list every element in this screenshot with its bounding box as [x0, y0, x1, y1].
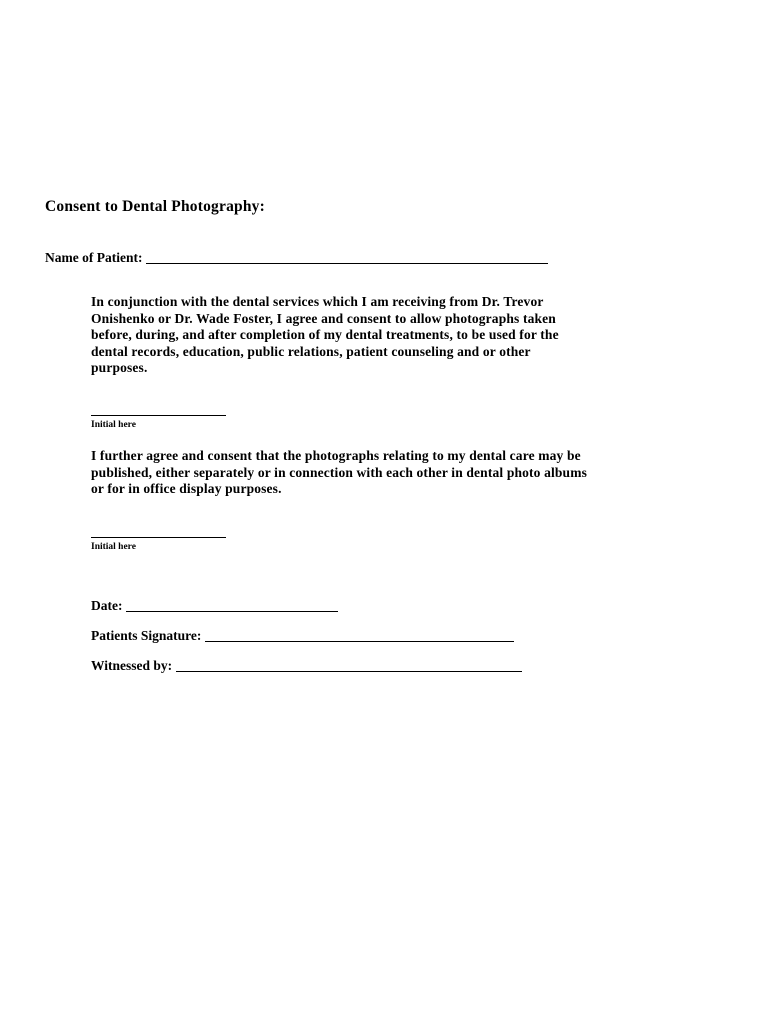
- initial-label-2: Initial here: [91, 542, 136, 552]
- witness-label: Witnessed by:: [91, 658, 173, 673]
- signature-row: [91, 628, 514, 644]
- initial-block-2: [91, 537, 226, 552]
- date-label: Date:: [91, 598, 123, 613]
- paragraph-line: I further agree and consent that the photographs relating to my dental care may be: [91, 448, 581, 463]
- paragraph-line: In conjunction with the dental services which I am receiving from Dr. Trevor: [91, 294, 544, 309]
- signature-label: Patients Signature:: [91, 628, 202, 643]
- initial-field-1[interactable]: [91, 415, 226, 416]
- patient-name-label: Name of Patient:: [45, 250, 143, 265]
- initial-field-2[interactable]: [91, 537, 226, 538]
- witness-field[interactable]: [176, 659, 522, 672]
- patient-name-field[interactable]: [146, 251, 548, 264]
- paragraph-line: dental records, education, public relations, patient counseling and or other: [91, 343, 531, 359]
- date-row: [91, 598, 338, 614]
- consent-paragraph-photographs: [91, 294, 731, 377]
- paragraph-line: published, either separately or in connection with each other in dental photo albums: [91, 464, 588, 480]
- paragraph-line: Onishenko or Dr. Wade Foster, I agree and consent to allow photographs taken: [91, 310, 556, 326]
- paragraph-line: or for in office display purposes.: [91, 481, 282, 497]
- initial-label-1: Initial here: [91, 420, 136, 430]
- date-field[interactable]: [126, 599, 338, 612]
- initial-block-1: [91, 415, 226, 430]
- signature-field[interactable]: [205, 629, 514, 642]
- paragraph-line: purposes.: [91, 360, 148, 376]
- patient-name-row: [45, 250, 548, 266]
- consent-paragraph-publication: [91, 448, 731, 498]
- paragraph-line: before, during, and after completion of my dental treatments, to be used for the: [91, 327, 559, 343]
- witness-row: [91, 658, 522, 674]
- document-title: Consent to Dental Photography:: [45, 198, 265, 215]
